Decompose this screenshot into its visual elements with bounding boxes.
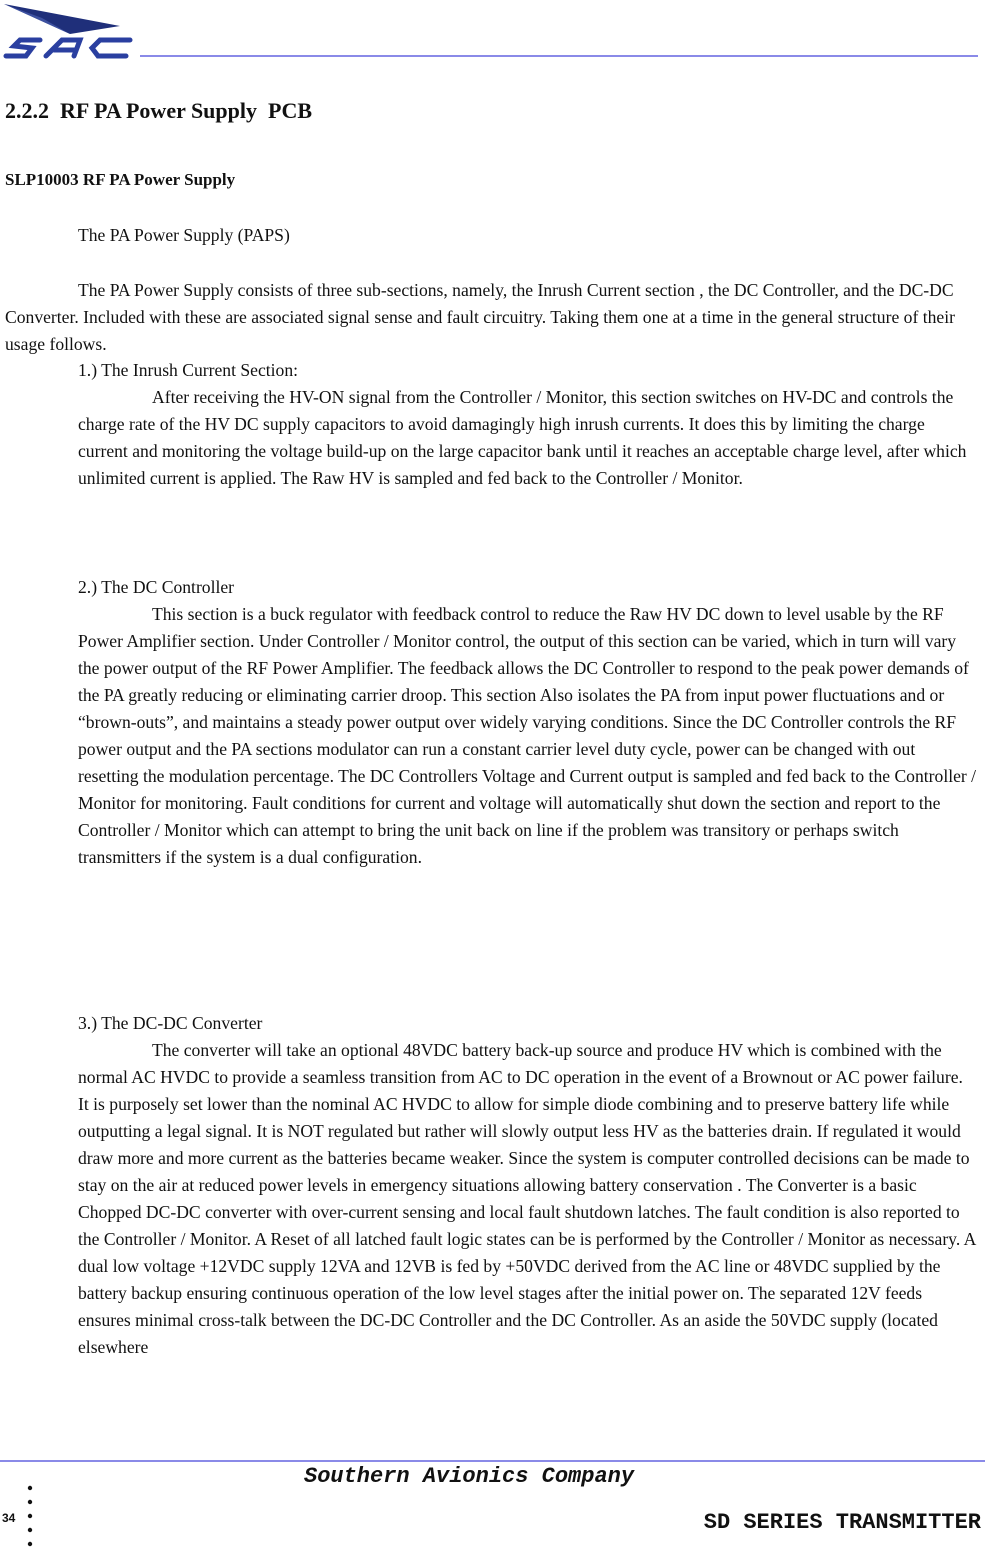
dc-controller-heading: 2.) The DC Controller	[78, 577, 235, 597]
document-subtitle: SLP10003 RF PA Power Supply	[5, 170, 236, 189]
dots-decoration-icon	[26, 1484, 34, 1552]
section-heading: 2.2.2 RF PA Power Supply PCB	[5, 98, 313, 123]
footer-rule	[0, 1460, 985, 1462]
dc-controller-paragraph: This section is a buck regulator with feedback control to reduce the Raw HV DC down to level usable by the RF Power Amplifier section. Under Controller / Monitor control, the output of this section can be varied, which in turn will vary the power output of the RF Power Amplifier. The feedback allows the DC Controller to respond to the peak power demands of the PA greatly reducing or eliminating carrier droop. This section Also isolates the PA from input power fluctuations and or “brown-outs”, and maintains a steady power output over widely varying conditions. Since the DC Controller controls the RF power output and the PA sections modulator can run a constant carrier level duty cycle, power can be changed with out resetting the modulation percentage. The DC Controllers Voltage and Current output is sampled and fed back to the Controller / Monitor for monitoring. Fault conditions for current and voltage will automatically shut down the section and report to the Controller / Monitor which can attempt to bring the unit back on line if the problem was transitory or perhaps switch transmitters if the system is a dual configuration.	[78, 604, 977, 867]
company-logo	[2, 0, 136, 66]
inrush-paragraph: After receiving the HV-ON signal from the Controller / Monitor, this section switches on HV-DC and controls the charge rate of the HV DC supply capacitors to avoid damagingly high inrush currents. It does this by limiting the charge current and monitoring the voltage build-up on the large capacitor bank until it reaches an acceptable charge level, after which unlimited current is applied. The Raw HV is sampled and fed back to the Controller / Monitor.	[78, 387, 967, 488]
intro-label: The PA Power Supply (PAPS)	[78, 225, 290, 245]
page-number: 34	[2, 1511, 16, 1525]
inrush-heading: 1.) The Inrush Current Section:	[78, 360, 299, 380]
dc-dc-converter-paragraph: The converter will take an optional 48VDC battery back-up source and produce HV which is combined with the normal AC HVDC to provide a seamless transition from AC to DC operation in the event of a Brownout or AC power failure. It is purposely set lower than the nominal AC HVDC to allow for simple diode combining and to preserve battery life while outputting a legal signal. It is NOT regulated but rather will slowly output less HV as the batteries drain. If regulated it would draw more and more current as the batteries became weaker. Since the system is computer controlled decisions can be made to stay on the air at reduced power levels in emergency situations allowing battery conservation . The Converter is a basic Chopped DC-DC converter with over-current sensing and local fault shutdown latches. The fault condition is also reported to the Controller / Monitor. A Reset of all latched fault logic states can be is performed by the Controller / Monitor as necessary. A dual low voltage +12VDC supply 12VA and 12VB is fed by +50VDC derived from the AC line or 48VDC supplied by the battery backup ensuring continuous operation of the low level stages after the initial power on. The separated 12V feeds ensures minimal cross-talk between the DC-DC Controller and the DC Controller. As an aside the 50VDC supply (located elsewhere	[78, 1040, 976, 1357]
dc-dc-converter-heading: 3.) The DC-DC Converter	[78, 1013, 263, 1033]
header-rule	[140, 55, 978, 57]
intro-paragraph: The PA Power Supply consists of three sub-sections, namely, the Inrush Current section , the DC Controller, and the DC-DC Converter. Included with these are associated signal sense and fault circuitry. Taking them one at a time in the general structure of their usage follows.	[5, 280, 955, 354]
footer-company: Southern Avionics Company	[304, 1464, 635, 1489]
footer-product: SD SERIES TRANSMITTER	[703, 1510, 981, 1535]
